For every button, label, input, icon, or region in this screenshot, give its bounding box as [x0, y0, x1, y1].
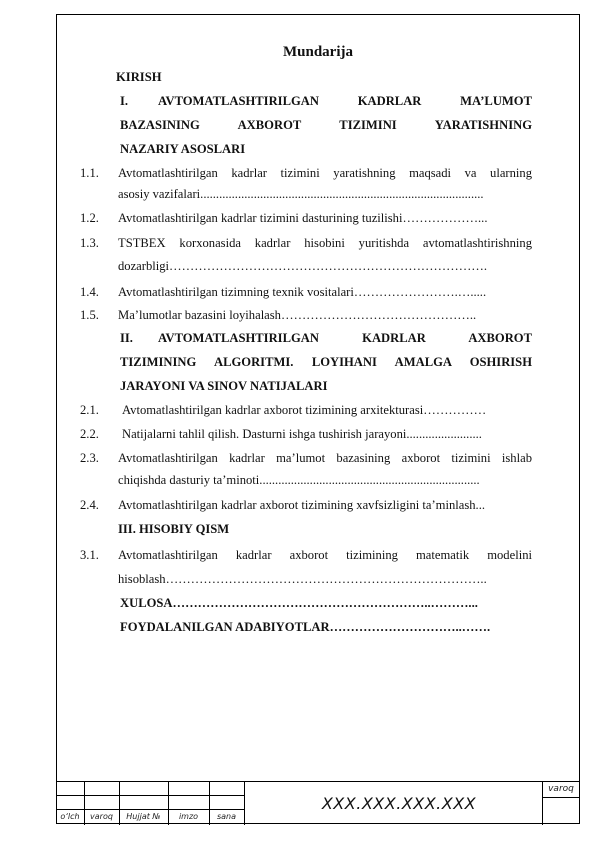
- page-title: Mundarija: [282, 44, 353, 60]
- toc-entry-references: [120, 617, 532, 637]
- toc-entry-line: hisoblash…………………………………………………………………..: [118, 572, 487, 586]
- stamp-label: sana: [216, 812, 237, 821]
- stamp-label: varoq: [90, 812, 113, 821]
- toc-heading-line: III. HISOBIY QISM: [118, 522, 230, 536]
- toc-entry-xulosa: [120, 593, 532, 613]
- stamp-label: Hujjat №: [126, 812, 161, 821]
- toc-number: 2.1.: [80, 403, 99, 417]
- toc-entry-line: Ma’lumotlar bazasini loyihalash………………………………………..: [118, 308, 477, 322]
- document-code: XXX.XXX.XXX.XXX: [321, 793, 477, 813]
- toc-entry-references-text: FOYDALANILGAN ADABIYOTLAR…………………………..…….: [120, 620, 491, 634]
- toc-entry-line: Avtomatlashtirilgan kadrlar tizimini dasturining tuzilishi………………...: [118, 211, 488, 225]
- toc-entry-line: Avtomatlashtirilgan kadrlar axborot tizimining arxitekturasi……………: [122, 403, 487, 417]
- toc-heading-line: JARAYONI VA SINOV NATIJALARI: [120, 379, 328, 393]
- toc-number: 2.3.: [80, 451, 99, 465]
- toc-entry-line: dozarbligi………………………………………………………………….: [118, 259, 488, 273]
- toc-heading-line: AVTOMATLASHTIRILGAN KADRLAR AXBOROT: [158, 331, 532, 345]
- toc-entry-line: asosiy vazifalari..........................................................................................: [118, 187, 484, 201]
- toc-entry-line: Avtomatlashtirilgan kadrlar axborot tizimining xavfsizligini ta’minlash...: [118, 498, 486, 512]
- toc-number: II.: [120, 331, 133, 345]
- toc-entry-line: Avtomatlashtirilgan tizimning texnik vositalari…………………….….....: [118, 285, 487, 299]
- toc-number: 1.2.: [80, 211, 99, 225]
- toc-heading-line: BAZASINING AXBOROT TIZIMINI YARATISHNING: [120, 118, 532, 132]
- toc-number: 1.4.: [80, 285, 99, 299]
- toc-heading-line: AVTOMATLASHTIRILGAN KADRLAR MA’LUMOT: [158, 94, 532, 108]
- toc-heading-line: TIZIMINING ALGORITMI. LOYIHANI AMALGA OSHIRISH: [120, 355, 532, 369]
- stamp-label: o‘lch: [60, 812, 80, 821]
- toc-entry-xulosa-text: XULOSA……………………………………………………..………...: [120, 596, 478, 610]
- toc-entry-line: TSTBEX korxonasida kadrlar hisobini yuritishda avtomatlashtirishning: [118, 236, 532, 250]
- toc-entry-kirish: KIRISH: [116, 70, 162, 84]
- sheet-label: varoq: [548, 784, 574, 794]
- toc-number: 1.1.: [80, 166, 99, 180]
- toc-number: 2.4.: [80, 498, 99, 512]
- toc-number: 1.5.: [80, 308, 99, 322]
- toc-entry-line: Avtomatlashtirilgan kadrlar ma’lumot bazasining axborot tizimini ishlab: [118, 451, 532, 465]
- toc-heading-line: NAZARIY ASOSLARI: [120, 142, 246, 156]
- toc-entry-line: Avtomatlashtirilgan kadrlar axborot tizimining matematik modelini: [118, 548, 532, 562]
- toc-number: I.: [120, 94, 129, 108]
- stamp-label: imzo: [178, 812, 199, 821]
- toc-number: 1.3.: [80, 236, 99, 250]
- toc-number: 3.1.: [80, 548, 99, 562]
- toc-entry-line: Natijalarni tahlil qilish. Dasturni ishga tushirish jarayoni........................: [122, 427, 482, 441]
- toc-entry-line: Avtomatlashtirilgan kadrlar tizimini yaratishning maqsadi va ularning: [118, 166, 532, 180]
- toc-entry-line: chiqishda dasturiy ta’minoti......................................................................: [118, 473, 480, 487]
- toc-number: 2.2.: [80, 427, 99, 441]
